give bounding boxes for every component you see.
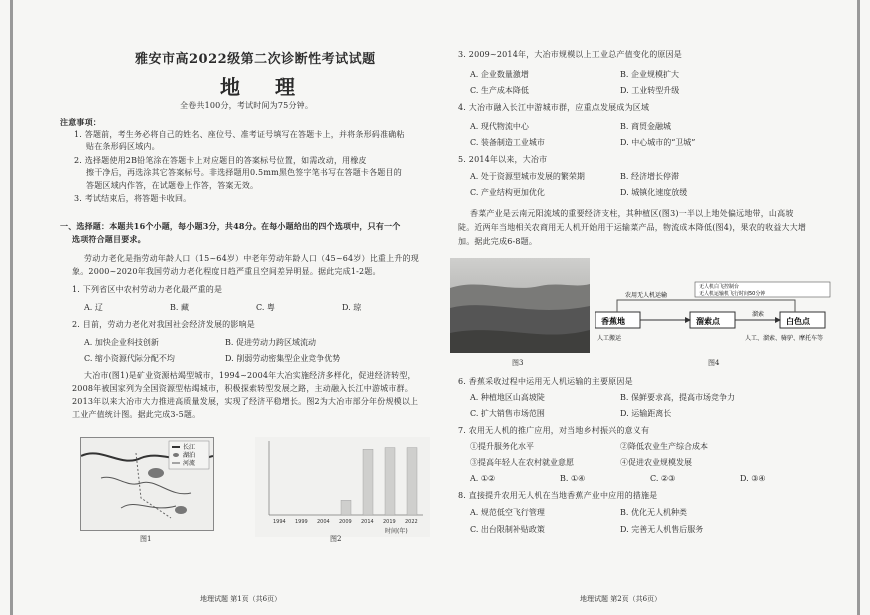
option-d: D. ③④ [740, 474, 766, 483]
manual-label: 人工搬运 [597, 335, 622, 342]
question-1: 1. 下列省区中农村劳动力老化最严重的是 [72, 285, 223, 294]
intro-text: 象。2000~2020年我国劳动力老化程度日趋严重且空间差异明显。据此完成1-2题。 [72, 267, 381, 276]
option-d: D. 完善无人机售后服务 [620, 525, 704, 534]
option-b: B. 商贸金融城 [620, 122, 671, 131]
option-a: A. 加快企业科技创新 [84, 338, 159, 347]
figure-2-caption: 图2 [330, 535, 342, 543]
x-tick-label: 2022 [405, 519, 418, 525]
x-tick-label: 2004 [317, 519, 330, 525]
intro-text: 2013年以来大冶市大力推进高质量发展，实现了经济平稳增长。图2为大冶市部分年份规模以上 [72, 397, 419, 406]
bar-2022 [407, 448, 417, 515]
drone-label: 农用无人机运输 [625, 292, 668, 299]
option-c: C. ②③ [650, 474, 676, 483]
option-d: D. 工业转型升级 [620, 86, 680, 95]
option-a: A. 种植地区山高坡陡 [470, 393, 545, 402]
intro-text: 大冶市(图1)是矿业资源枯竭型城市，1994~2004年大冶实施经济多样化，促进经济转型， [84, 371, 416, 380]
figure-3-photo [450, 258, 590, 353]
notice-line: 1. 答题前，考生务必将自己的姓名、座位号、准考证号填写在答题卡上，并将条形码准确粘 [74, 130, 405, 139]
option-b: B. 促进劳动力跨区域流动 [225, 338, 316, 347]
question-2: 2. 目前，劳动力老化对我国社会经济发展的影响是 [72, 320, 255, 329]
option-a: A. ①② [470, 474, 496, 483]
question-5: 5. 2014年以来，大冶市 [458, 155, 548, 164]
option-a: A. 处于资源型城市发展的繁荣期 [470, 172, 585, 181]
option-d: D. 削弱劳动密集型企业竞争优势 [225, 354, 341, 363]
question-6: 6. 香蕉采收过程中运用无人机运输的主要原因是 [458, 377, 633, 386]
figure-4-caption: 图4 [708, 359, 720, 367]
figure-4-diagram [595, 280, 835, 355]
option-b: B. 保鲜要求高，提高市场竞争力 [620, 393, 735, 402]
page-footer: 地理试题 第1页（共6页） [200, 595, 282, 603]
figure-2-chart [255, 437, 430, 537]
figure-1-map [80, 437, 214, 531]
intro-text: 加。据此完成6-8题。 [458, 237, 538, 246]
intro-text: 陡。近两年当地相关农商用无人机开始用于运输菜产品，物流成本降低(图4)，果农的收益大大增 [458, 223, 807, 232]
legend-label: 河流 [183, 460, 196, 467]
subject-title: 地 理 [220, 75, 309, 99]
page-2 [450, 0, 835, 615]
option-a: A. 辽 [84, 303, 103, 312]
note-line: 无人机白飞控制台 [699, 284, 740, 290]
exam-title: 雅安市高2022级第二次诊断性考试试题 [135, 52, 376, 67]
bar-2019 [385, 448, 395, 515]
option-b: B. 优化无人机种类 [620, 508, 687, 517]
rope-label: 溜索 [752, 311, 765, 318]
option-d: D. 中心城市的“卫城” [620, 138, 696, 147]
x-tick-label: 1994 [273, 519, 286, 525]
option-d: D. 琼 [342, 303, 362, 312]
option-a: A. 现代物流中心 [470, 122, 529, 131]
cart-label: 人工、溜索、骑驴、摩托车等 [745, 335, 824, 342]
option-c: C. 粤 [256, 303, 275, 312]
notice-line: 3. 考试结束后，将答题卡收回。 [74, 194, 192, 203]
statement: ②降低农业生产综合成本 [620, 442, 708, 451]
option-d: D. 运输距离长 [620, 409, 672, 418]
option-c: C. 装备制造工业城市 [470, 138, 545, 147]
section-heading: 一、选择题：本题共16个小题，每小题3分，共48分。在每小题给出的四个选项中，只有一个 [60, 221, 401, 231]
statement: ④促进农业规模发展 [620, 458, 692, 467]
page-edge-left [10, 0, 13, 615]
option-d: D. 城镇化速度放缓 [620, 188, 688, 197]
question-3: 3. 2009~2014年，大冶市规模以上工业总产值变化的原因是 [458, 50, 682, 59]
notice-line: 擦干净后，再选涂其它答案标号。非选择题用0.5mm黑色签字笔书写在答题卡各题目的 [86, 168, 402, 177]
bar-2014 [363, 449, 373, 515]
page-1 [60, 0, 430, 615]
bar-2009 [341, 500, 351, 515]
option-b: B. 藏 [170, 303, 189, 312]
option-c: C. 缩小资源代际分配不均 [84, 354, 175, 363]
notice-line: 贴在条形码区域内。 [86, 142, 160, 151]
notice-title: 注意事项： [60, 117, 101, 127]
page-edge-right [857, 0, 860, 615]
intro-text: 2008年被国家列为全国资源型枯竭城市，积极探索转型发展之路，主动融入长江中游城市群。 [72, 384, 413, 393]
x-tick-label: 1999 [295, 519, 308, 525]
notice-line: 答题区域内作答，在试题卷上作答，答案无效。 [86, 181, 259, 190]
x-axis-label: 时间(年) [385, 528, 408, 535]
exam-meta: 全卷共100分，考试时间为75分钟。 [180, 101, 314, 110]
legend-label: 湖泊 [183, 452, 196, 459]
option-c: C. 生产成本降低 [470, 86, 529, 95]
option-c: C. 产业结构更加优化 [470, 188, 545, 197]
option-b: B. ①④ [560, 474, 586, 483]
x-tick-label: 2014 [361, 519, 374, 525]
option-c: C. 出台限制补贴政策 [470, 525, 545, 534]
question-7: 7. 农用无人机的推广应用，对当地乡村振兴的意义有 [458, 426, 650, 435]
section-heading-cont: 选项符合题目要求。 [72, 234, 146, 244]
notice-line: 2. 选择题使用2B铅笔涂在答题卡上对应题目的答案标号位置，如需改动，用橡皮 [74, 156, 367, 165]
intro-text: 工业产值统计图。据此完成3-5题。 [72, 410, 201, 419]
page-footer: 地理试题 第2页（共6页） [580, 595, 662, 603]
figure-3-caption: 图3 [512, 359, 524, 367]
intro-text: 香菜产业是云南元阳流域的重要经济支柱，其种植区(图3)一半以上地处偏远地带，山高坡 [470, 209, 794, 218]
note-line: 无人机运输机飞行时间50分钟 [699, 291, 766, 297]
flow-box-3: 白色点 [786, 317, 810, 326]
statement: ③提高年轻人在农村就业意愿 [470, 458, 574, 467]
flow-box-1: 香蕉地 [601, 317, 625, 326]
option-a: A. 企业数量激增 [470, 70, 529, 79]
option-b: B. 企业规模扩大 [620, 70, 679, 79]
option-b: B. 经济增长停滞 [620, 172, 679, 181]
legend-label: 长江 [183, 444, 196, 451]
x-tick-label: 2019 [383, 519, 396, 525]
flow-box-2: 溜索点 [696, 317, 720, 326]
question-4: 4. 大冶市融入长江中游城市群，应重点发展成为区域 [458, 103, 650, 112]
statement: ①提升服务化水平 [470, 442, 534, 451]
figure-1-caption: 图1 [140, 535, 152, 543]
intro-text: 劳动力老化是指劳动年龄人口（15~64岁）中老年劳动年龄人口（45~64岁）比重上升的现 [84, 254, 419, 263]
question-8: 8. 直接提升农用无人机在当地香蕉产业中应用的措施是 [458, 491, 658, 500]
option-a: A. 规范低空飞行管理 [470, 508, 545, 517]
option-c: C. 扩大销售市场范围 [470, 409, 545, 418]
x-tick-label: 2009 [339, 519, 352, 525]
